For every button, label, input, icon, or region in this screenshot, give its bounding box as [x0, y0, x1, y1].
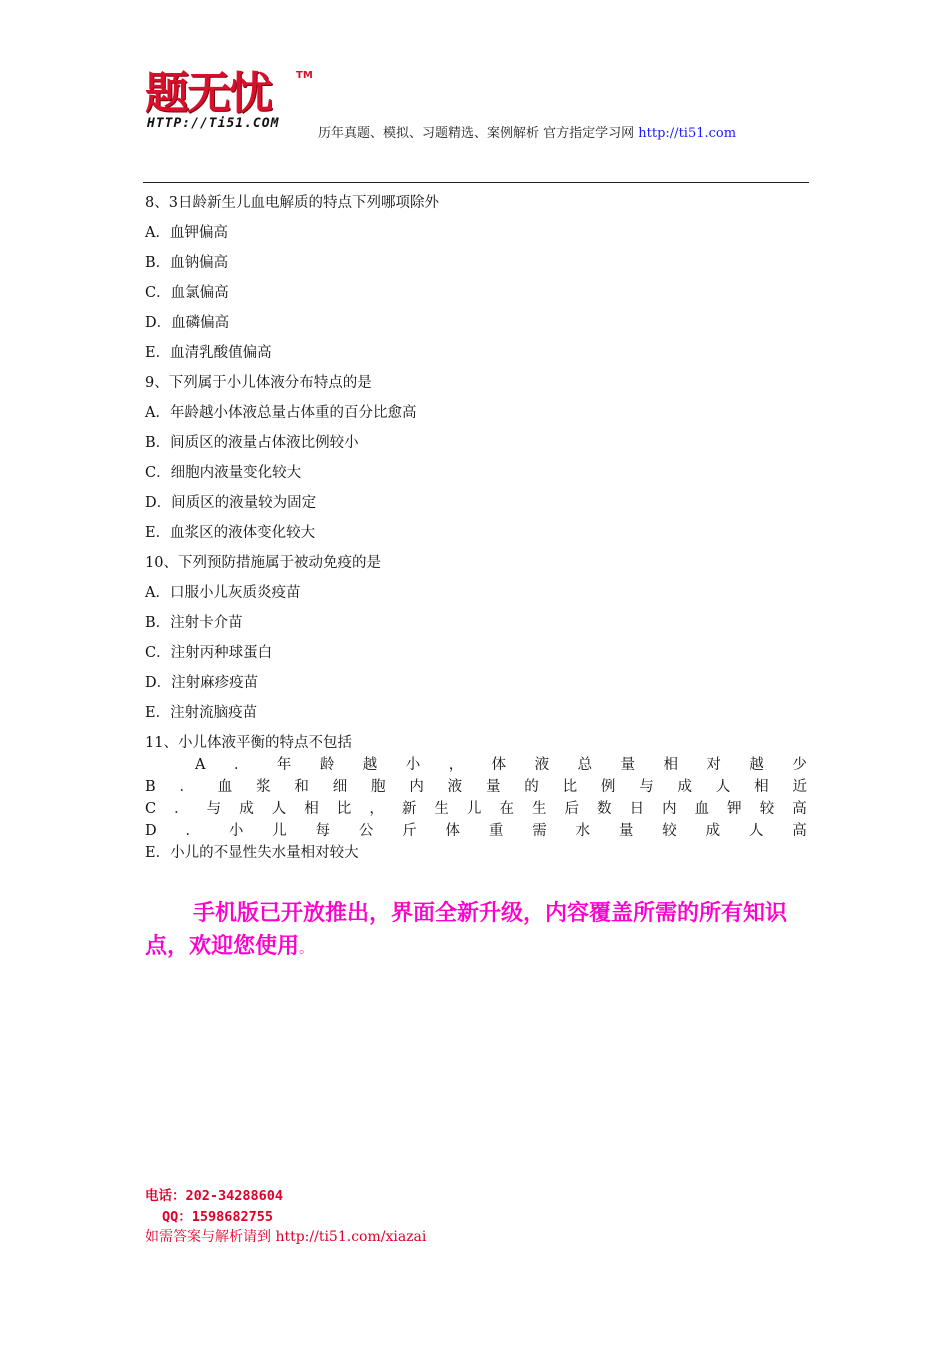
option-char: 量: [620, 757, 636, 773]
option: E．小儿的不显性失水量相对较大: [145, 845, 359, 861]
option-char: 成: [239, 801, 254, 817]
option: B．血钠偏高: [145, 255, 229, 271]
option: A．年龄越小体液总量占体重的百分比愈高: [145, 405, 417, 421]
option-char: C: [145, 801, 157, 817]
option-char: 液: [534, 757, 550, 773]
option-char: 人: [271, 801, 287, 817]
option-char: 体: [491, 757, 507, 773]
option-char: 水: [575, 823, 591, 839]
option-char: D: [145, 823, 157, 839]
option-char: 量: [485, 779, 501, 795]
option-char: 对: [706, 757, 721, 773]
promo-end-mark: 。: [299, 941, 314, 957]
option-justified: [145, 777, 807, 797]
option: D．间质区的液量较为固定: [145, 495, 317, 511]
option: E．血清乳酸值偏高: [145, 345, 272, 361]
option-char: 与: [639, 779, 654, 795]
option-char: 细: [332, 779, 348, 795]
option-char: 斤: [402, 823, 417, 839]
logo-trademark: TM: [296, 70, 313, 81]
promo-text: 手机版已开放推出，界面全新升级，内容覆盖所需的所有知识点，欢迎您使用: [145, 901, 788, 959]
option-char: 较: [662, 823, 677, 839]
option-char: 内: [662, 801, 677, 817]
option-char: 在: [499, 801, 514, 817]
option-char: 例: [600, 779, 616, 795]
option-char: 越: [749, 757, 764, 773]
option-char: 较: [759, 801, 775, 817]
option-char: 高: [792, 823, 807, 839]
logo-text: 题无忧: [145, 68, 271, 119]
option-char: 的: [524, 779, 539, 795]
option-char: 人: [715, 779, 731, 795]
logo-url: HTTP://Ti51.COM: [147, 116, 280, 131]
option-char: 比: [336, 801, 352, 817]
option-char: 生: [531, 801, 547, 817]
option-char: 少: [792, 757, 807, 773]
option-char: 血: [694, 801, 710, 817]
option-char: 数: [597, 801, 612, 817]
option-justified: [195, 755, 807, 775]
option-char: 后: [564, 801, 580, 817]
option: E．血浆区的液体变化较大: [145, 525, 316, 541]
option: B．注射卡介苗: [145, 615, 243, 631]
option-char: 越: [362, 757, 378, 773]
option-char: 内: [409, 779, 424, 795]
option-char: 日: [629, 801, 645, 817]
question-title: 10、下列预防措施属于被动免疫的是: [145, 555, 381, 571]
option-char: 龄: [319, 757, 335, 773]
option-char: 浆: [256, 779, 271, 795]
header-tagline: [318, 122, 736, 141]
option-char: 比: [562, 779, 578, 795]
option-char: 量: [618, 823, 634, 839]
question-title: 9、下列属于小儿体液分布特点的是: [145, 375, 372, 391]
option-char: 需: [532, 823, 547, 839]
option: C．注射丙种球蛋白: [145, 645, 273, 661]
option: B．间质区的液量占体液比例较小: [145, 435, 359, 451]
question-title: 8、3日龄新生儿血电解质的特点下列哪项除外: [145, 195, 439, 211]
tagline-link[interactable]: http://ti51.com: [638, 126, 737, 141]
option-char: 重: [488, 823, 504, 839]
question-title: 11、小儿体液平衡的特点不包括: [145, 735, 352, 751]
option: D．注射麻疹疫苗: [145, 675, 259, 691]
option-char: B: [145, 779, 156, 795]
option-char: 新: [401, 801, 417, 817]
header-divider: [143, 182, 809, 183]
option-char: 成: [677, 779, 693, 795]
option: A．血钾偏高: [145, 225, 228, 241]
option-char: ，: [369, 801, 384, 817]
option-char: 相: [304, 801, 319, 817]
site-logo[interactable]: [143, 70, 315, 132]
option-char: 与: [206, 801, 222, 817]
option-char: 近: [792, 779, 807, 795]
option-char: 液: [447, 779, 463, 795]
mobile-promo: [145, 897, 810, 966]
option-char: A: [195, 757, 206, 773]
option-char: 胞: [371, 779, 386, 795]
contact-phone: 电话：202-34288604: [145, 1188, 284, 1204]
option-char: 体: [445, 823, 461, 839]
option: C．血氯偏高: [145, 285, 229, 301]
option-char: 成: [705, 823, 721, 839]
option-char: 儿: [466, 801, 482, 817]
download-link[interactable]: 如需答案与解析请到 http://ti51.com/xiazai: [145, 1229, 427, 1245]
option-justified: [145, 821, 807, 841]
option-char: 生: [434, 801, 449, 817]
contact-qq: QQ：1598682755: [162, 1209, 274, 1225]
option-char: ．: [179, 779, 194, 795]
option-char: ．: [174, 801, 189, 817]
option-char: 相: [663, 757, 678, 773]
option-char: ．: [185, 823, 200, 839]
option: D．血磷偏高: [145, 315, 230, 331]
option-char: 高: [792, 801, 807, 817]
option-char: 儿: [272, 823, 287, 839]
option-char: 总: [577, 757, 593, 773]
option-char: ．: [233, 757, 249, 773]
option: E．注射流脑疫苗: [145, 705, 258, 721]
option-char: 小: [228, 823, 244, 839]
option: C．细胞内液量变化较大: [145, 465, 302, 481]
option-char: ，: [448, 757, 464, 773]
option-char: 相: [754, 779, 769, 795]
option-char: 和: [294, 779, 309, 795]
option-char: 小: [405, 757, 421, 773]
option-char: 人: [748, 823, 764, 839]
option: A．口服小儿灰质炎疫苗: [145, 585, 301, 601]
option-char: 钾: [727, 801, 742, 817]
option-justified: [145, 799, 807, 819]
option-char: 年: [276, 757, 292, 773]
option-char: 每: [315, 823, 331, 839]
option-char: 血: [217, 779, 233, 795]
tagline-text: 历年真题、模拟、习题精选、案例解析 官方指定学习网: [318, 126, 635, 141]
option-char: 公: [358, 823, 374, 839]
